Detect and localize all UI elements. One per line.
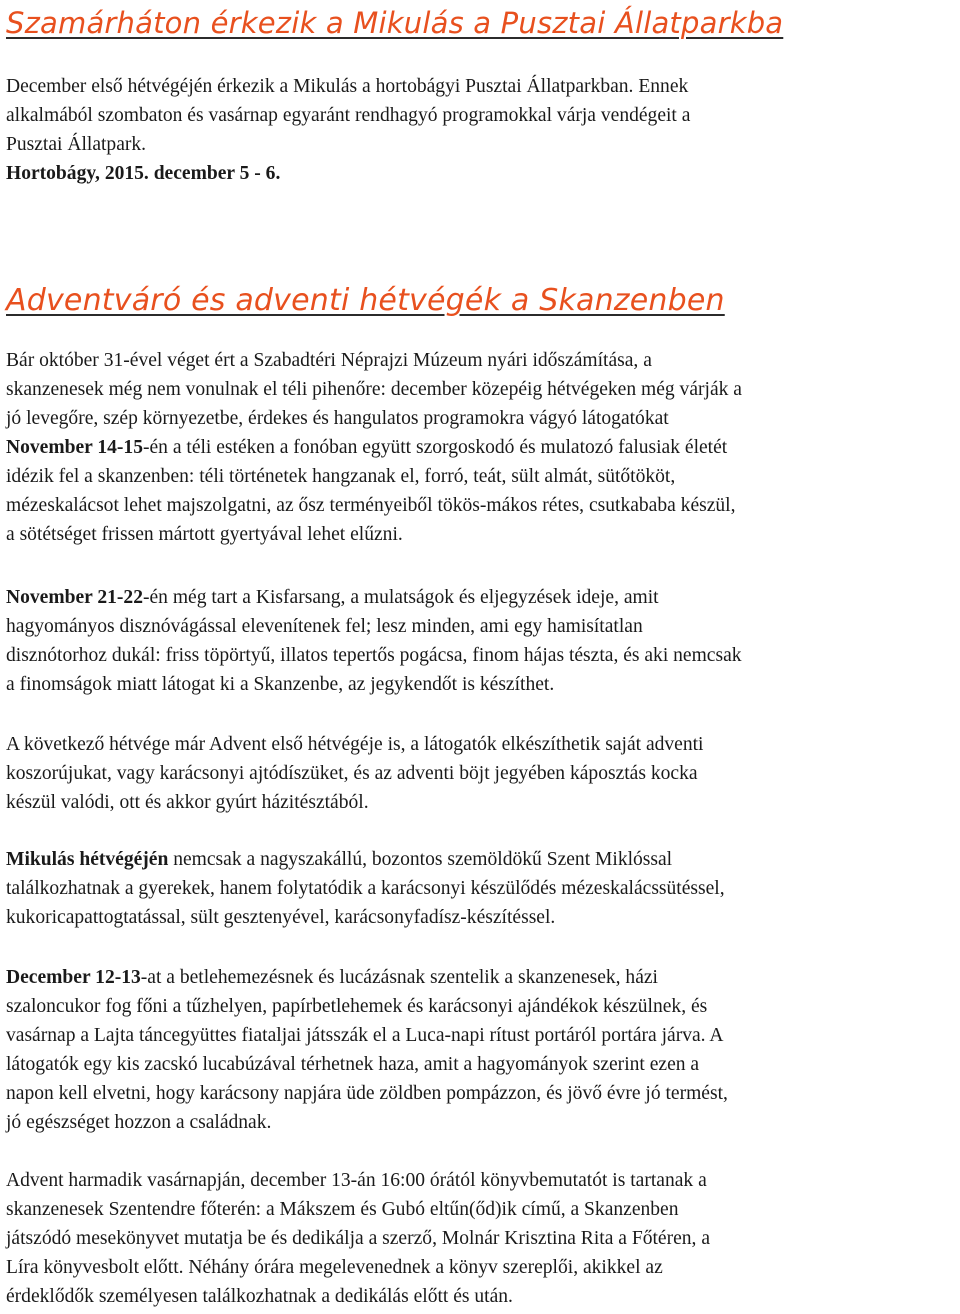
bold-date: November 21-22 <box>6 587 143 608</box>
paragraph-line: disznótorhoz dukál: friss töpörtyű, illatos tepertős pogácsa, finom hájas tészta, és aki nemcsak <box>6 645 742 666</box>
paragraph-line: December 12-13-at a betlehemezésnek és lucázásnak szentelik a skanzenesek, házi <box>6 967 658 988</box>
paragraph-line: vasárnap a Lajta táncegyüttes fiataljai játsszák el a Luca-napi rítust portáról portára járva. A <box>6 1025 724 1046</box>
paragraph-line: Bár október 31-ével véget ért a Szabadtéri Néprajzi Múzeum nyári időszámítása, a <box>6 350 652 371</box>
location-date: Hortobágy, 2015. december 5 - 6. <box>6 163 281 184</box>
paragraph-line: Líra könyvesbolt előtt. Néhány órára megelevenednek a könyv szereplői, akikkel az <box>6 1257 663 1278</box>
paragraph-line: érdeklődők személyesen találkozhatnak a dedikálás előtt és után. <box>6 1286 513 1307</box>
paragraph-december-12-13 <box>6 963 958 1137</box>
paragraph-line: a finomságok miatt látogat ki a Skanzenbe, az jegykendőt is készíthet. <box>6 674 555 695</box>
section-title: Adventváró és adventi hétvégék a Skanzenben <box>6 283 725 318</box>
paragraph-line: készül valódi, ott és akkor gyúrt házitésztából. <box>6 792 369 813</box>
article-title: Szamárháton érkezik a Mikulás a Pusztai Állatparkba <box>6 6 784 40</box>
paragraph-advent-first <box>6 730 958 817</box>
paragraph-line: Advent harmadik vasárnapján, december 13-án 16:00 órától könyvbemutatót is tartanak a <box>6 1170 707 1191</box>
paragraph-line: a sötétséget frissen mártott gyertyával lehet elűzni. <box>6 524 403 545</box>
bold-date: December 12-13 <box>6 967 141 988</box>
paragraph-line: skanzenesek még nem vonulnak el téli pihenőre: december közepéig hétvégeken még várják a <box>6 379 742 400</box>
intro-line: alkalmából szombaton és vasárnap egyaránt rendhagyó programokkal várja vendégeit a <box>6 105 691 126</box>
paragraph-line: November 14-15-én a téli estéken a fonóban együtt szorgoskodó és mulatozó falusiak életét <box>6 437 728 458</box>
paragraph-line: mézeskalácsot lehet majszolgatni, az ősz terményeiből tökös-mákos rétes, csutkababa készül, <box>6 495 736 516</box>
paragraph-line: játszódó mesekönyvet mutatja be és dedikálja a szerző, Molnár Krisztina Rita a Főtéren, a <box>6 1228 710 1249</box>
paragraph-line: A következő hétvége már Advent első hétvégéje is, a látogatók elkészíthetik saját adventi <box>6 734 704 755</box>
paragraph-line: Mikulás hétvégéjén nemcsak a nagyszakállú, bozontos szemöldökű Szent Miklóssal <box>6 849 673 870</box>
bold-lead: Mikulás hétvégéjén <box>6 849 169 870</box>
paragraph-line: jó levegőre, szép környezetbe, érdekes és hangulatos programokra vágyó látogatókat <box>6 408 669 429</box>
paragraph-line: jó egészséget hozzon a családnak. <box>6 1112 272 1133</box>
paragraph-book-launch <box>6 1166 958 1311</box>
paragraph-line: hagyományos disznóvágással elevenítenek fel; lesz minden, ami egy hamisítatlan <box>6 616 643 637</box>
intro-paragraph <box>6 72 958 188</box>
paragraph-november-14-15 <box>6 346 958 549</box>
paragraph-november-21-22 <box>6 583 958 699</box>
paragraph-line: napon kell elvetni, hogy karácsony napjára üde zöldben pompázzon, és jövő évre jó termést, <box>6 1083 728 1104</box>
paragraph-line: skanzenesek Szentendre főterén: a Mákszem és Gubó eltűn(őd)ik című, a Skanzenben <box>6 1199 679 1220</box>
paragraph-mikulas <box>6 845 958 932</box>
paragraph-line: találkozhatnak a gyerekek, hanem folytatódik a karácsonyi készülődés mézeskalácssütéssel, <box>6 878 725 899</box>
paragraph-line: látogatók egy kis zacskó lucabúzával térhetnek haza, amit a hagyományok szerint ezen a <box>6 1054 700 1075</box>
paragraph-line: November 21-22-én még tart a Kisfarsang, a mulatságok és eljegyzések ideje, amit <box>6 587 659 608</box>
paragraph-line: kukoricapattogtatással, sült gesztenyével, karácsonyfadísz-készítéssel. <box>6 907 556 928</box>
intro-line: Pusztai Állatpark. <box>6 134 147 155</box>
intro-line: December első hétvégéjén érkezik a Mikulás a hortobágyi Pusztai Állatparkban. Ennek <box>6 76 689 97</box>
paragraph-line: idézik fel a skanzenben: téli történetek hangzanak el, forró, teát, sült almát, sütőtököt, <box>6 466 676 487</box>
paragraph-line: szaloncukor fog főni a tűzhelyen, papírbetlehemek és karácsonyi ajándékok készülnek, és <box>6 996 708 1017</box>
bold-date: November 14-15 <box>6 437 143 458</box>
paragraph-line: koszorújukat, vagy karácsonyi ajtódíszüket, és az adventi böjt jegyében káposztás kocka <box>6 763 698 784</box>
